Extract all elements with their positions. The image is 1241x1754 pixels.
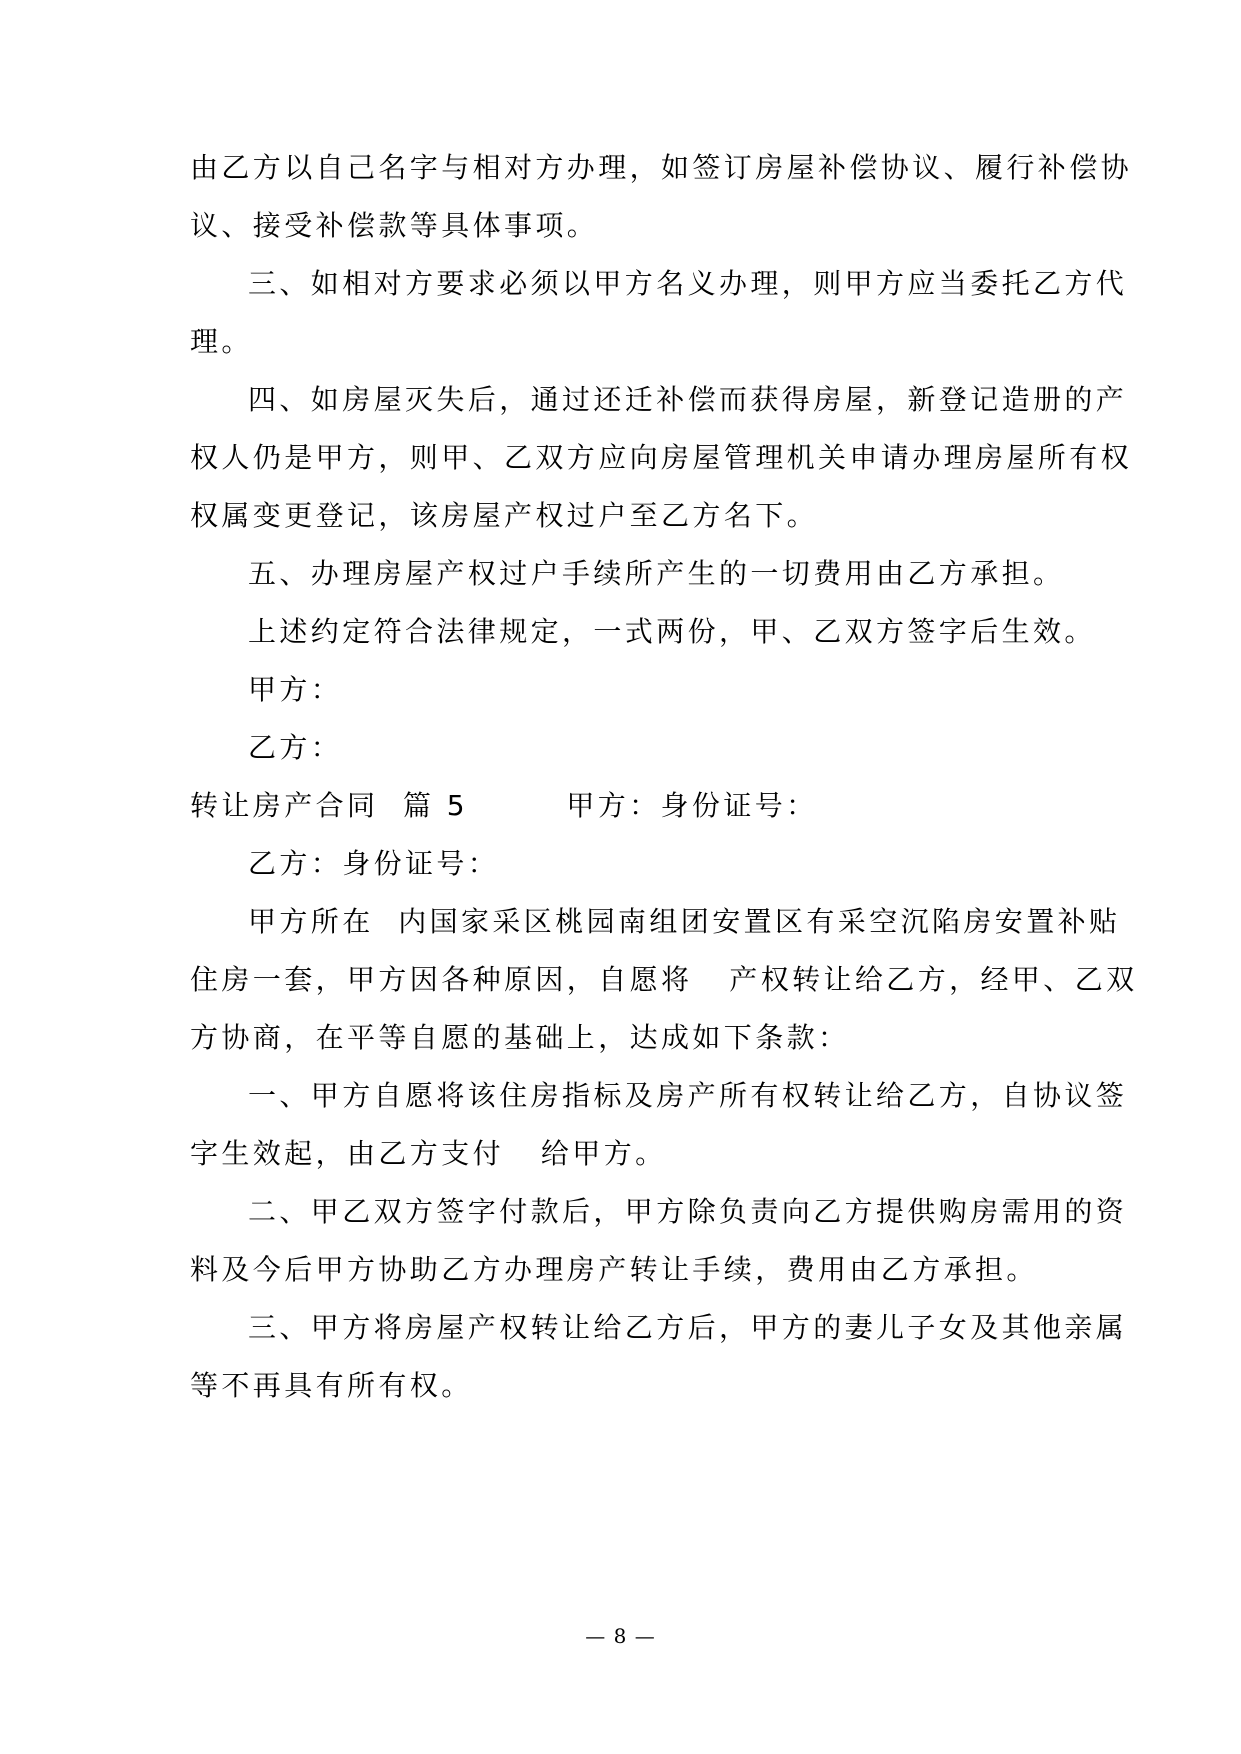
text-line: 二、甲乙双方签字付款后，甲方除负责向乙方提供购房需用的资: [248, 1195, 1128, 1228]
text-line: 住房一套，甲方因各种原因，自愿将 产权转让给乙方，经甲、乙双: [190, 963, 1138, 996]
text-line: 权属变更登记，该房屋产权过户至乙方名下。: [190, 499, 819, 532]
text-line: 甲方：: [248, 673, 343, 706]
text-line: 甲方所在 内国家采区桃园南组团安置区有采空沉陷房安置补贴: [248, 905, 1121, 938]
text-line: 三、甲方将房屋产权转让给乙方后，甲方的妻儿子女及其他亲属: [248, 1311, 1128, 1344]
text-line: 由乙方以自己名字与相对方办理，如签订房屋补偿协议、履行补偿协: [190, 151, 1133, 184]
text-line: 三、如相对方要求必须以甲方名义办理，则甲方应当委托乙方代: [248, 267, 1128, 300]
text-line: 权人仍是甲方，则甲、乙双方应向房屋管理机关申请办理房屋所有权: [190, 441, 1133, 474]
text-line: 一、甲方自愿将该住房指标及房产所有权转让给乙方，自协议签: [248, 1079, 1128, 1112]
section-heading: 转让房产合同 篇 5 甲方：身份证号：: [190, 789, 818, 822]
text-line: 等不再具有所有权。: [190, 1369, 473, 1402]
text-line: 理。: [190, 325, 253, 358]
text-line: 方协商，在平等自愿的基础上，达成如下条款：: [190, 1021, 850, 1054]
text-line: 料及今后甲方协助乙方办理房产转让手续，费用由乙方承担。: [190, 1253, 1038, 1286]
text-line: 乙方：: [248, 731, 343, 764]
text-line: 五、办理房屋产权过户手续所产生的一切费用由乙方承担。: [248, 557, 1065, 590]
page-number: — 8 —: [585, 1624, 656, 1648]
text-line: 乙方：身份证号：: [248, 847, 500, 880]
text-line: 议、接受补偿款等具体事项。: [190, 209, 599, 242]
text-line: 上述约定符合法律规定，一式两份，甲、乙双方签字后生效。: [248, 615, 1096, 648]
text-line: 四、如房屋灭失后，通过还迁补偿而获得房屋，新登记造册的产: [248, 383, 1128, 416]
text-line: 字生效起，由乙方支付 给甲方。: [190, 1137, 667, 1170]
